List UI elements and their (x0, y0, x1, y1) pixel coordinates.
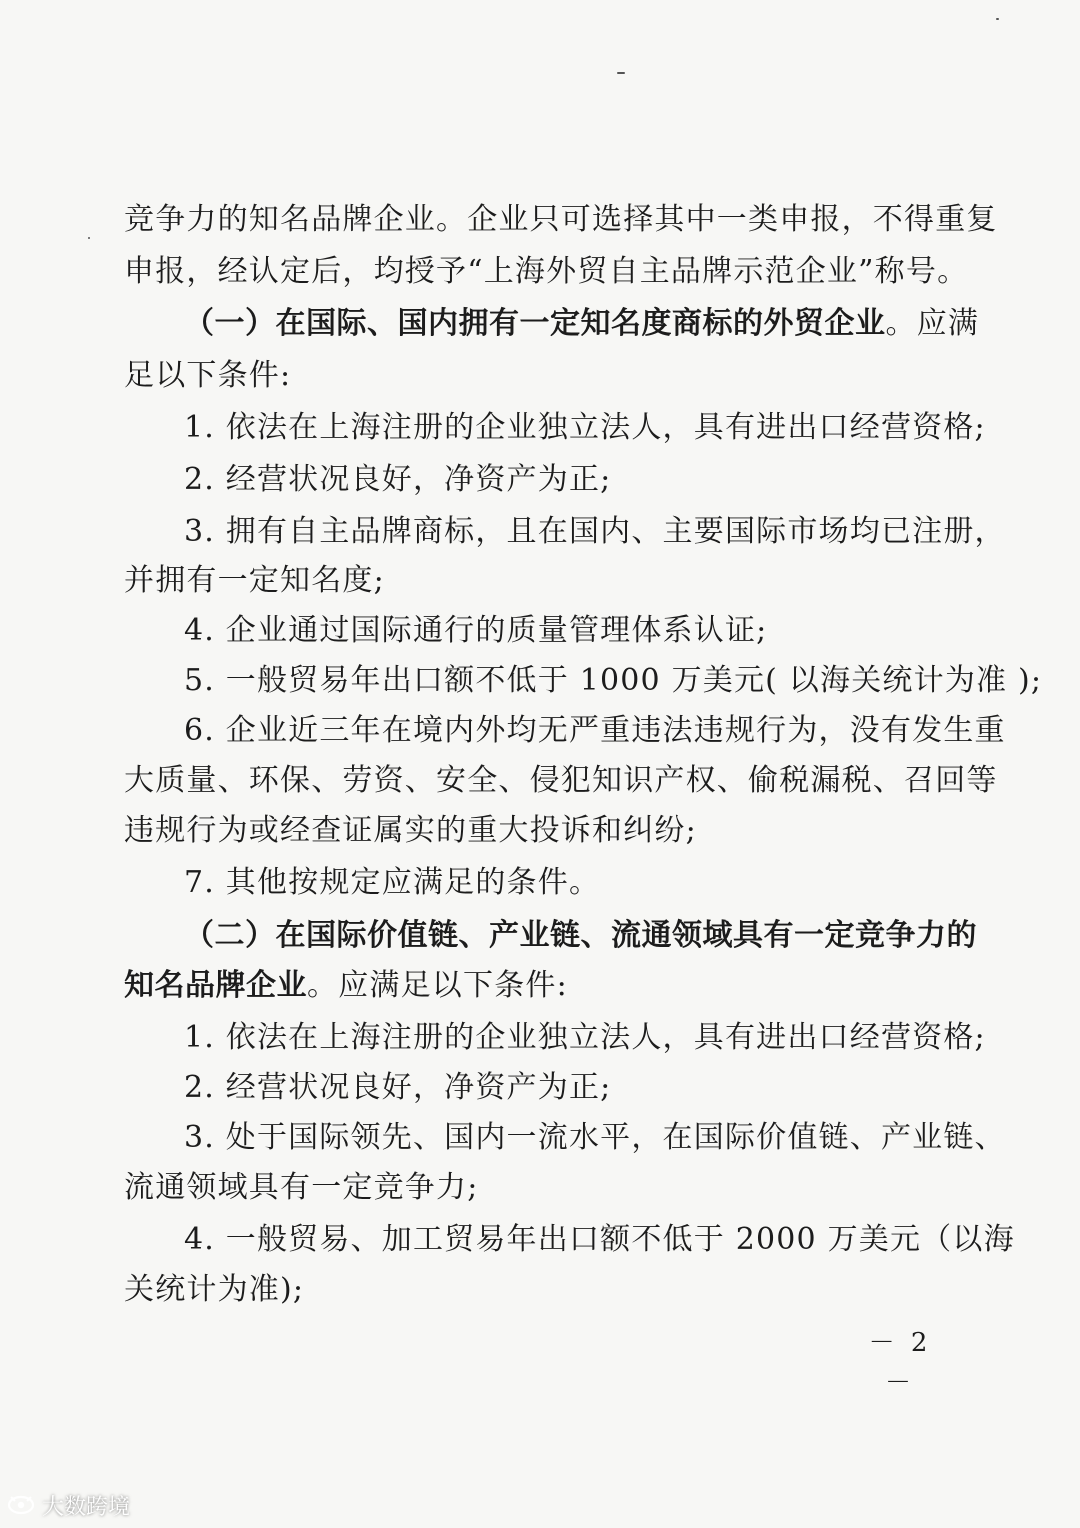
section-one-suffix: 。应满 (885, 306, 980, 341)
body-line-2: 申报，经认定后，均授予“上海外贸自主品牌示范企业”称号。 (124, 254, 969, 289)
section-one-heading: 在国际、国内拥有一定知名度商标的外贸企业 (275, 306, 886, 341)
item-1-7: 7. 其他按规定应满足的条件。 (184, 865, 601, 900)
watermark (6, 1488, 130, 1522)
item-1-3-cont: 并拥有一定知名度; (124, 563, 385, 598)
section-two-heading-tail: 知名品牌企业 (124, 968, 307, 1003)
body-line-1: 竞争力的知名品牌企业。企业只可选择其中一类申报，不得重复 (124, 202, 998, 237)
section-one-mark: （一） (184, 306, 276, 341)
item-2-2: 2. 经营状况良好，净资产为正; (184, 1070, 612, 1105)
item-2-4-cont: 关统计为准); (124, 1272, 305, 1307)
eye-logo-icon (6, 1492, 36, 1518)
item-1-5: 5. 一般贸易年出口额不低于 1000 万美元( 以海关统计为准 ); (184, 663, 1043, 698)
item-2-3: 3. 处于国际领先、国内一流水平，在国际价值链、产业链、 (184, 1120, 1006, 1155)
item-1-6-cont: 大质量、环保、劳资、安全、侵犯知识产权、偷税漏税、召回等 (124, 763, 998, 798)
section-two-mark: （二） (184, 918, 276, 953)
page-number: － 2 － (868, 1328, 932, 1398)
item-1-6: 6. 企业近三年在境内外均无严重违法违规行为，没有发生重 (184, 713, 1006, 748)
item-1-4: 4. 企业通过国际通行的质量管理体系认证; (184, 613, 768, 648)
section-two-heading-cont (124, 960, 924, 1012)
scan-speck (617, 72, 625, 74)
section-two-heading-line (184, 910, 977, 962)
scan-speck (996, 18, 999, 20)
body-line-4: 足以下条件: (124, 358, 292, 393)
section-two-heading: 在国际价值链、产业链、流通领域具有一定竞争力的 (275, 918, 977, 953)
watermark-text: 大数跨境 (42, 1494, 131, 1520)
section-two-suffix: 。应满足以下条件: (307, 968, 568, 1003)
item-2-3-cont: 流通领域具有一定竞争力; (124, 1170, 479, 1205)
item-1-6-cont-2: 违规行为或经查证属实的重大投诉和纠纷; (124, 813, 697, 848)
item-1-3: 3. 拥有自主品牌商标，且在国内、主要国际市场均已注册， (184, 514, 1006, 549)
item-1-2: 2. 经营状况良好，净资产为正; (184, 462, 612, 497)
item-2-4: 4. 一般贸易、加工贸易年出口额不低于 2000 万美元（以海 (184, 1222, 1015, 1257)
item-1-1: 1. 依法在上海注册的企业独立法人，具有进出口经营资格; (184, 410, 986, 445)
item-2-1: 1. 依法在上海注册的企业独立法人，具有进出口经营资格; (184, 1020, 986, 1055)
section-one-heading-line (184, 298, 980, 350)
scan-speck (88, 237, 90, 239)
